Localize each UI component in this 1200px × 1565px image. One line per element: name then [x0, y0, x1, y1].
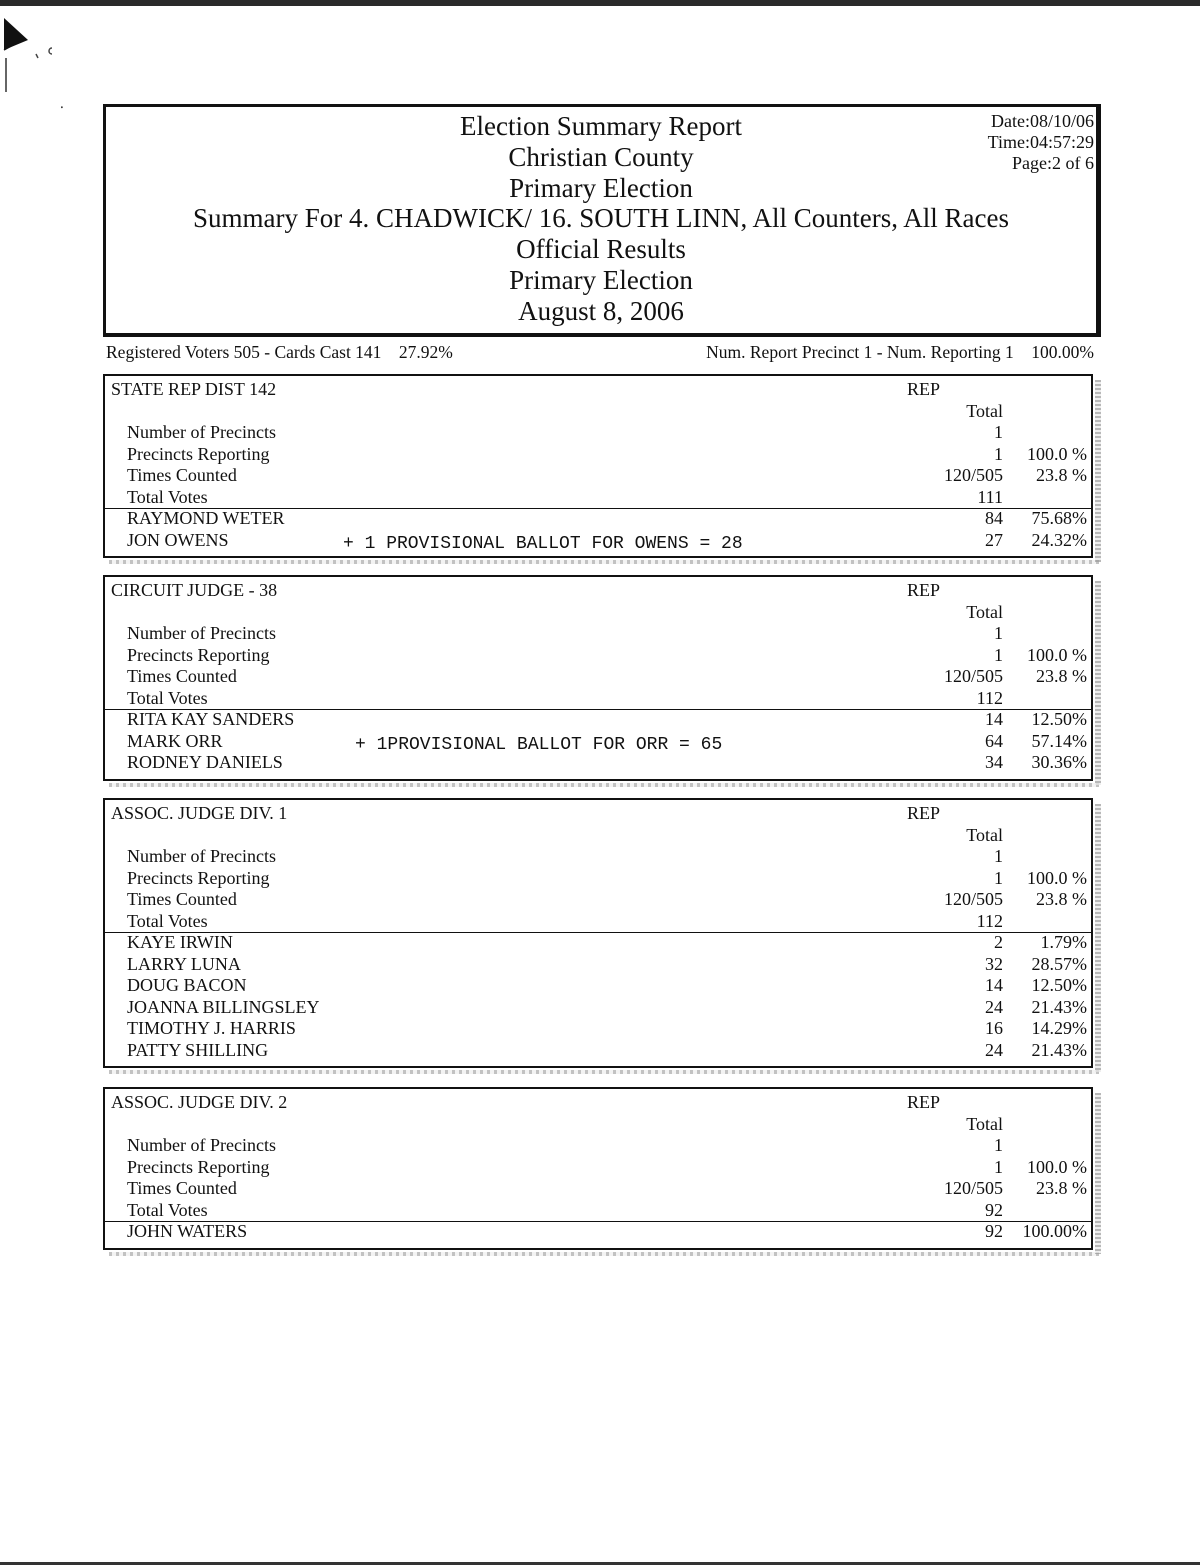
- race-title: CIRCUIT JUDGE - 38: [111, 580, 278, 600]
- candidate-percent: 28.57%: [1031, 953, 1087, 974]
- stat-label: Precincts Reporting: [127, 443, 270, 464]
- stat-row: [105, 888, 1091, 910]
- candidate-votes: 84: [985, 508, 1003, 528]
- stat-value: 112: [976, 687, 1003, 708]
- stat-row: [105, 845, 1091, 867]
- stat-row: [105, 1134, 1091, 1156]
- race-header-row: [105, 802, 1091, 824]
- stat-row: [105, 443, 1091, 465]
- party-label: REP: [907, 580, 941, 600]
- stat-label: Times Counted: [127, 1178, 237, 1198]
- race-header-row: [105, 378, 1091, 400]
- party-label: REP: [907, 1092, 941, 1112]
- candidate-votes: 64: [985, 730, 1003, 751]
- stat-percent: 23.8 %: [1036, 889, 1087, 909]
- stat-row: [105, 622, 1091, 644]
- stat-value: 1: [994, 1156, 1003, 1177]
- race-box: [103, 374, 1093, 558]
- report-page-number: Page:2 of 6: [1012, 153, 1094, 173]
- stat-value: 112: [976, 910, 1003, 931]
- stat-value: 1: [994, 623, 1003, 643]
- stat-row: [105, 1199, 1091, 1221]
- candidate-votes: 14: [985, 975, 1003, 995]
- candidate-votes: 32: [985, 953, 1003, 974]
- report-title-line: Primary Election: [509, 264, 693, 295]
- race-title: STATE REP DIST 142: [111, 379, 277, 399]
- report-timestamp: [988, 111, 1094, 174]
- stat-label: Times Counted: [127, 889, 237, 909]
- stat-percent: 23.8 %: [1036, 666, 1087, 686]
- party-label: REP: [907, 379, 941, 399]
- stat-percent: 23.8 %: [1036, 1178, 1087, 1198]
- stat-row: [105, 421, 1091, 443]
- candidate-name: LARRY LUNA: [127, 953, 241, 974]
- candidate-name: DOUG BACON: [127, 975, 247, 995]
- stat-value: 1: [994, 1135, 1003, 1155]
- candidate-row: [105, 529, 1091, 554]
- candidate-name: RODNEY DANIELS: [127, 752, 283, 772]
- candidate-percent: 21.43%: [1031, 996, 1087, 1017]
- total-column-header: Total: [966, 400, 1003, 421]
- stat-label: Precincts Reporting: [127, 1156, 270, 1177]
- candidate-row: [105, 931, 1091, 953]
- candidate-row: [105, 751, 1091, 773]
- candidate-percent: 14.29%: [1031, 1018, 1087, 1038]
- report-title-line: August 8, 2006: [518, 295, 684, 326]
- stat-label: Number of Precincts: [127, 1135, 276, 1155]
- stat-percent: 100.0 %: [1027, 867, 1087, 888]
- candidate-row: [105, 730, 1091, 755]
- stat-row: [105, 1177, 1091, 1199]
- stat-label: Number of Precincts: [127, 846, 276, 866]
- total-header-row: [105, 601, 1091, 623]
- candidate-percent: 21.43%: [1031, 1039, 1087, 1060]
- candidate-percent: 30.36%: [1031, 752, 1087, 772]
- precinct-reporting-summary: Num. Report Precinct 1 - Num. Reporting 1 100.00%: [706, 342, 1094, 362]
- candidate-name: TIMOTHY J. HARRIS: [127, 1018, 296, 1038]
- total-header-row: [105, 824, 1091, 846]
- stat-row: [105, 464, 1091, 486]
- stat-row: [105, 644, 1091, 666]
- race-box: [103, 798, 1093, 1068]
- stat-percent: 100.0 %: [1027, 443, 1087, 464]
- scan-top-edge: [0, 0, 1200, 6]
- report-title-line: Summary For 4. CHADWICK/ 16. SOUTH LINN, All Counters, All Races: [193, 203, 1009, 234]
- stat-value: 120/505: [943, 889, 1003, 909]
- stat-row: [105, 910, 1091, 932]
- candidate-votes: 27: [985, 529, 1003, 550]
- stat-label: Precincts Reporting: [127, 867, 270, 888]
- handwritten-provisional-note: + 1PROVISIONAL BALLOT FOR ORR = 65: [355, 734, 723, 755]
- stat-value: 120/505: [943, 666, 1003, 686]
- candidate-row: [105, 1017, 1091, 1039]
- candidate-name: JOANNA BILLINGSLEY: [127, 996, 320, 1017]
- candidate-percent: 1.79%: [1040, 932, 1087, 952]
- stat-label: Number of Precincts: [127, 623, 276, 643]
- stat-value: 111: [977, 486, 1003, 507]
- candidate-row: [105, 953, 1091, 975]
- total-header-row: [105, 1113, 1091, 1135]
- race-header-row: [105, 579, 1091, 601]
- stat-row: [105, 486, 1091, 508]
- total-header-row: [105, 400, 1091, 422]
- stat-row: [105, 665, 1091, 687]
- report-title-line: Election Summary Report: [460, 111, 742, 141]
- report-title-line: Official Results: [516, 234, 686, 265]
- stat-label: Total Votes: [127, 687, 208, 708]
- candidate-percent: 12.50%: [1031, 709, 1087, 729]
- candidate-row: [105, 708, 1091, 730]
- party-label: REP: [907, 803, 941, 823]
- stat-value: 1: [994, 846, 1003, 866]
- candidate-votes: 24: [985, 1039, 1003, 1060]
- candidate-name: JOHN WATERS: [127, 1221, 248, 1241]
- stat-value: 92: [985, 1199, 1003, 1220]
- scan-speck: ⸳: [60, 99, 64, 114]
- stat-row: [105, 687, 1091, 709]
- stat-label: Times Counted: [127, 666, 237, 686]
- candidate-votes: 34: [985, 752, 1003, 772]
- candidate-row: [105, 996, 1091, 1018]
- stat-label: Number of Precincts: [127, 422, 276, 442]
- total-column-header: Total: [966, 824, 1003, 845]
- candidate-votes: 24: [985, 996, 1003, 1017]
- stat-value: 1: [994, 422, 1003, 442]
- candidate-percent: 100.00%: [1022, 1221, 1087, 1241]
- candidate-row: [105, 1039, 1091, 1061]
- candidate-percent: 75.68%: [1031, 508, 1087, 528]
- candidate-votes: 14: [985, 709, 1003, 729]
- candidate-percent: 12.50%: [1031, 975, 1087, 995]
- race-title: ASSOC. JUDGE DIV. 2: [111, 1092, 288, 1112]
- race-box: [103, 1087, 1093, 1250]
- candidate-votes: 16: [985, 1018, 1003, 1038]
- candidate-name: MARK ORR: [127, 730, 223, 751]
- page-corner-mark: [0, 10, 60, 100]
- candidate-percent: 24.32%: [1031, 529, 1087, 550]
- candidate-name: PATTY SHILLING: [127, 1039, 269, 1060]
- candidate-name: JON OWENS: [127, 529, 229, 550]
- stat-value: 1: [994, 867, 1003, 888]
- candidate-name: RITA KAY SANDERS: [127, 709, 295, 729]
- candidate-row: [105, 1220, 1091, 1242]
- stat-label: Total Votes: [127, 910, 208, 931]
- stat-row: [105, 1156, 1091, 1178]
- candidate-row: [105, 974, 1091, 996]
- report-header: [103, 104, 1101, 337]
- total-column-header: Total: [966, 601, 1003, 622]
- race-title: ASSOC. JUDGE DIV. 1: [111, 803, 288, 823]
- handwritten-provisional-note: + 1 PROVISIONAL BALLOT FOR OWENS = 28: [343, 533, 743, 554]
- report-title-line: Christian County: [508, 141, 694, 172]
- candidate-row: [105, 507, 1091, 529]
- report-date: Date:08/10/06: [991, 111, 1094, 131]
- report-time: Time:04:57:29: [987, 132, 1094, 152]
- candidate-name: KAYE IRWIN: [127, 932, 233, 952]
- race-header-row: [105, 1091, 1091, 1113]
- stat-label: Precincts Reporting: [127, 644, 270, 665]
- registered-voters-summary: Registered Voters 505 - Cards Cast 141 27.92%: [106, 342, 453, 362]
- candidate-votes: 92: [985, 1221, 1003, 1241]
- report-title-block: [106, 111, 1096, 327]
- stat-label: Times Counted: [127, 465, 237, 485]
- candidate-percent: 57.14%: [1031, 730, 1087, 751]
- stat-percent: 100.0 %: [1027, 644, 1087, 665]
- stat-percent: 100.0 %: [1027, 1156, 1087, 1177]
- stat-value: 1: [994, 644, 1003, 665]
- candidate-votes: 2: [994, 932, 1003, 952]
- stat-value: 120/505: [943, 465, 1003, 485]
- stat-label: Total Votes: [127, 1199, 208, 1220]
- race-box: [103, 575, 1093, 781]
- stat-label: Total Votes: [127, 486, 208, 507]
- total-column-header: Total: [966, 1113, 1003, 1134]
- stat-row: [105, 867, 1091, 889]
- candidate-name: RAYMOND WETER: [127, 508, 285, 528]
- stat-value: 120/505: [943, 1178, 1003, 1198]
- stat-percent: 23.8 %: [1036, 465, 1087, 485]
- stat-value: 1: [994, 443, 1003, 464]
- report-title-line: Primary Election: [509, 172, 693, 203]
